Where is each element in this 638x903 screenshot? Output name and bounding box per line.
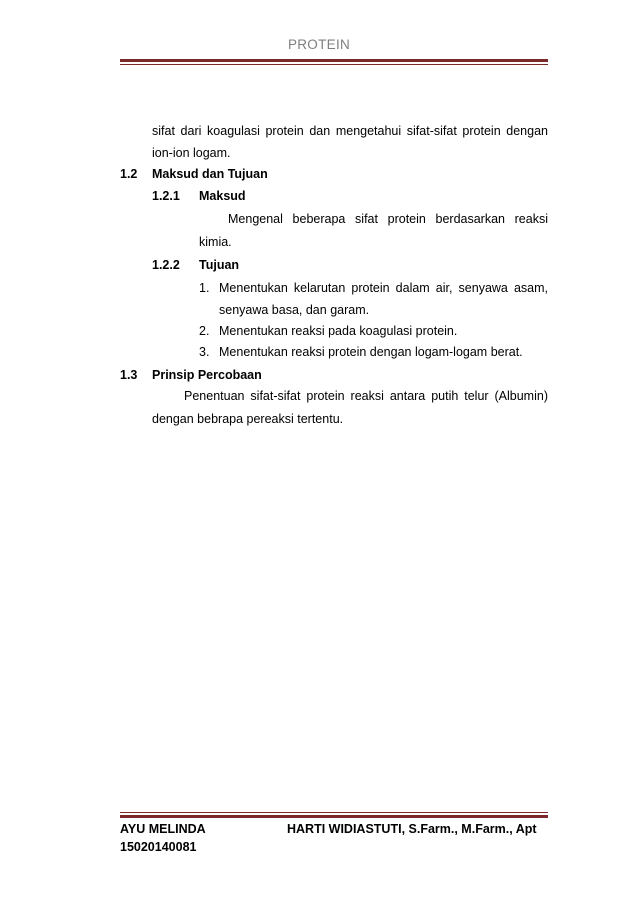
section-1-3-title: Prinsip Percobaan <box>152 368 262 382</box>
footer-student-id: 15020140081 <box>120 840 197 854</box>
tujuan-item-3-text: Menentukan reaksi protein dengan logam-logam berat. <box>219 345 523 359</box>
tujuan-item-1-line-2: senyawa basa, dan garam. <box>219 303 370 317</box>
tujuan-item-3-number: 3. <box>199 345 210 359</box>
section-1-2-title: Maksud dan Tujuan <box>152 167 268 181</box>
tujuan-item-2-text: Menentukan reaksi pada koagulasi protein. <box>219 324 458 338</box>
tujuan-item-1-line-1: Menentukan kelarutan protein dalam air, senyawa asam, <box>219 281 548 295</box>
section-1-3-number: 1.3 <box>120 368 138 382</box>
footer-rule-thick <box>120 815 548 818</box>
prinsip-line-2: dengan bebrapa pereaksi tertentu. <box>152 412 344 426</box>
section-1-2-1-number: 1.2.1 <box>152 189 180 203</box>
section-1-2-2-number: 1.2.2 <box>152 258 180 272</box>
prinsip-line-1: Penentuan sifat-sifat protein reaksi antara putih telur (Albumin) <box>184 389 548 403</box>
section-1-2-number: 1.2 <box>120 167 138 181</box>
maksud-line-2: kimia. <box>199 235 232 249</box>
maksud-line-1: Mengenal beberapa sifat protein berdasarkan reaksi <box>228 212 548 226</box>
section-1-2-1-title: Maksud <box>199 189 246 203</box>
intro-line-1: sifat dari koagulasi protein dan mengetahui sifat-sifat protein dengan <box>152 124 548 138</box>
intro-line-2: ion-ion logam. <box>152 146 231 160</box>
footer-supervisor: HARTI WIDIASTUTI, S.Farm., M.Farm., Apt <box>287 822 537 836</box>
section-1-2-2-title: Tujuan <box>199 258 240 272</box>
footer-student-name: AYU MELINDA <box>120 822 206 836</box>
header-rule-thick <box>120 59 548 62</box>
tujuan-item-1-number: 1. <box>199 281 210 295</box>
footer-rule-thin <box>120 812 548 813</box>
header-rule-thin <box>120 64 548 65</box>
tujuan-item-2-number: 2. <box>199 324 210 338</box>
page-header-title: PROTEIN <box>287 37 351 52</box>
